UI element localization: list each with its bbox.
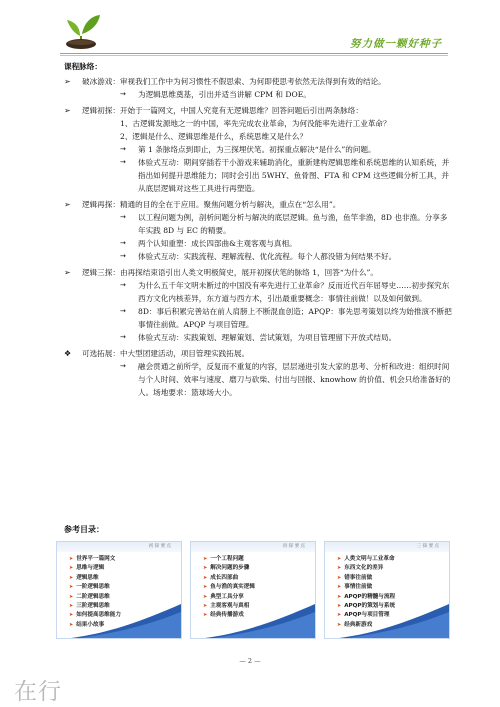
course-title: 课程脉络： <box>64 62 102 71</box>
sub-item: → 体验式互动：期间穿插若干小游戏来辅助消化，重新建构逻辑思维和系统思维的认知系统，并指出如何提升思维能力；同时会引出 5WHY、鱼骨图、FTA 和 CPM 这些逻辑分析工具，并从底层逻辑对这些工具进行再塑造。 <box>120 158 450 193</box>
arrow-icon: → <box>120 158 126 166</box>
slide-third-exploration <box>324 541 450 639</box>
arrow-icon: → <box>120 333 126 341</box>
slide-second-exploration <box>190 541 316 639</box>
arrow-icon: → <box>120 145 126 153</box>
sub-item: → 体验式互动：实践流程、理解流程、优化流程。每个人都没错为何结果不好。 <box>120 252 397 261</box>
slide-item: ➤ 思维与逻辑 <box>69 565 105 572</box>
slide-item: ➤ 二阶逻辑思维 <box>69 593 110 600</box>
bullet-second-exploration: ➢ 逻辑再探：精通的目的全在于应用。聚焦问题分析与解决，重点在“怎么用”。 <box>64 200 341 209</box>
arrow-icon: → <box>120 213 126 221</box>
page-number: — 2 — <box>239 657 261 665</box>
bullet-optional-extension: ❖ 可选拓展：中大型团建活动，项目管理实践拓展。 <box>64 349 250 358</box>
sub-item: → 8D：事后积累完善站在前人肩膀上不断混血创造；APQP：事先思考策划以终为始推演不断把事情往前做。APQP 与项目管理。 <box>120 307 452 329</box>
slide-item: ➤ 事情往前做 <box>337 584 373 591</box>
slide-first-exploration <box>56 541 182 639</box>
sub-item: → 第 1 条脉络点到即止，为三探埋伏笔。初探重点解决“是什么”的问题。 <box>120 145 376 154</box>
arrowhead-bullet-icon: ➢ <box>64 77 71 86</box>
sub-item: → 为什么五千年文明未断过的中国没有率先进行工业革命？反而近代百年屈辱史……初步探究东西方文化内核差异，东方道与西方术，引出最重要概念：事情往前做！以及如何做到。 <box>120 281 450 303</box>
sub-item: → 两个认知重塑：成长四部曲&主观客观与真相。 <box>120 239 297 248</box>
arrow-icon: → <box>120 239 126 247</box>
sub-item: → 体验式互动：实践策划、理解策划、尝试策划，为项目管理留下开放式结局。 <box>120 333 397 342</box>
slide-item: ➤ 结果小故事 <box>69 621 105 628</box>
course-outline <box>64 60 454 399</box>
arrow-icon: → <box>120 307 126 315</box>
bullet-third-exploration: ➢ 逻辑三探：由再探结束语引出人类文明极简史，展开初探伏笔的脉络 1，回答“为什么”。 <box>64 268 378 277</box>
slide-item: ➤ 逻辑思维 <box>69 574 99 581</box>
numbered-item: 2、逻辑是什么、逻辑思维是什么，系统思维又是什么？ <box>120 132 308 141</box>
sub-item: → 为逻辑思维奠基，引出并适当讲解 CPM 和 DOE。 <box>120 90 311 99</box>
slide-item: ➤ 鱼与渔的真实逻辑 <box>203 584 255 591</box>
slide-item: ➤ 三阶逻辑思维 <box>69 603 110 610</box>
numbered-item: 1、古逻辑发源地之一的中国，率先完成农业革命，为何没能率先进行工业革命？ <box>120 119 391 128</box>
slide-item: ➤ 东西文化的差异 <box>337 565 384 572</box>
slide-item: ➤ 经典传播游戏 <box>203 612 244 619</box>
slide-heading: 初 探 要 点 <box>57 542 181 552</box>
arrow-icon: → <box>120 90 126 98</box>
bullet-icebreaker: ➢ 破冰游戏：审视我们工作中为何习惯性不假思索、为何即使思考依然无法得到有效的结论。 <box>64 77 386 86</box>
slide-heading: 再 探 要 点 <box>191 542 315 552</box>
arrowhead-bullet-icon: ➢ <box>64 200 71 209</box>
arrow-icon: → <box>120 281 126 289</box>
sub-item: → 融会贯通之前所学，反复而不重复的内容，层层递进引发大家的思考、分析和改进：组织时间与个人时间、效率与速度、磨刀与砍柴、付出与回报、knowhow 的价值、机会只给准备好的人。场地要求：篮球场大小。 <box>120 362 451 397</box>
slide-item: ➤ APQP与项目管理 <box>337 612 390 619</box>
slide-item: ➤ 一阶逻辑思维 <box>69 584 110 591</box>
arrow-icon: → <box>120 362 126 370</box>
watermark: 在行 <box>14 679 62 705</box>
arrow-icon: → <box>120 252 126 260</box>
page-header <box>0 0 500 62</box>
bullet-first-exploration: ➢ 逻辑初探：开始于一篇网文，中国人究竟有无逻辑思维？回答问题后引出两条脉络： <box>64 106 363 115</box>
reference-title: 参考目录： <box>64 524 104 534</box>
arrowhead-bullet-icon: ➢ <box>64 106 71 115</box>
diamond-bullet-icon: ❖ <box>64 349 72 358</box>
slide-item: ➤ 典型工具分享 <box>203 593 244 600</box>
slide-item: ➤ 成长四部曲 <box>203 574 239 581</box>
slide-heading: 三 探 要 点 <box>325 542 449 552</box>
header-slogan: 努力做一颗好种子 <box>350 38 442 50</box>
sub-item: → 以工程问题为例，剖析问题分析与解决的底层逻辑。鱼与渔，鱼竿非渔，8D 也非渔。分享多年实践 8D 与 EC 的精要。 <box>120 213 448 235</box>
slide-item: ➤ 主观客观与真相 <box>203 603 250 610</box>
slide-item: ➤ 经典新游戏 <box>337 621 373 628</box>
slide-item: ➤ 解决问题的步骤 <box>203 565 250 572</box>
slide-item: ➤ 人类文明与工业革命 <box>337 556 395 562</box>
slide-item: ➤ 如何提高思维能力 <box>69 612 121 619</box>
slide-item: ➤ APQP的策划与系统 <box>337 603 396 610</box>
arrowhead-bullet-icon: ➢ <box>64 268 71 277</box>
header-divider <box>60 53 448 54</box>
seedling-logo <box>58 6 104 50</box>
slide-item: ➤ APQP的精髓与流程 <box>337 593 396 600</box>
slide-item: ➤ 世界平一篇网文 <box>69 556 116 562</box>
slide-item: ➤ 一个工程问题 <box>203 556 244 562</box>
header-divider-light <box>60 55 448 56</box>
slide-item: ➤ 错事往前做 <box>337 574 373 581</box>
reference-slides <box>56 541 448 637</box>
